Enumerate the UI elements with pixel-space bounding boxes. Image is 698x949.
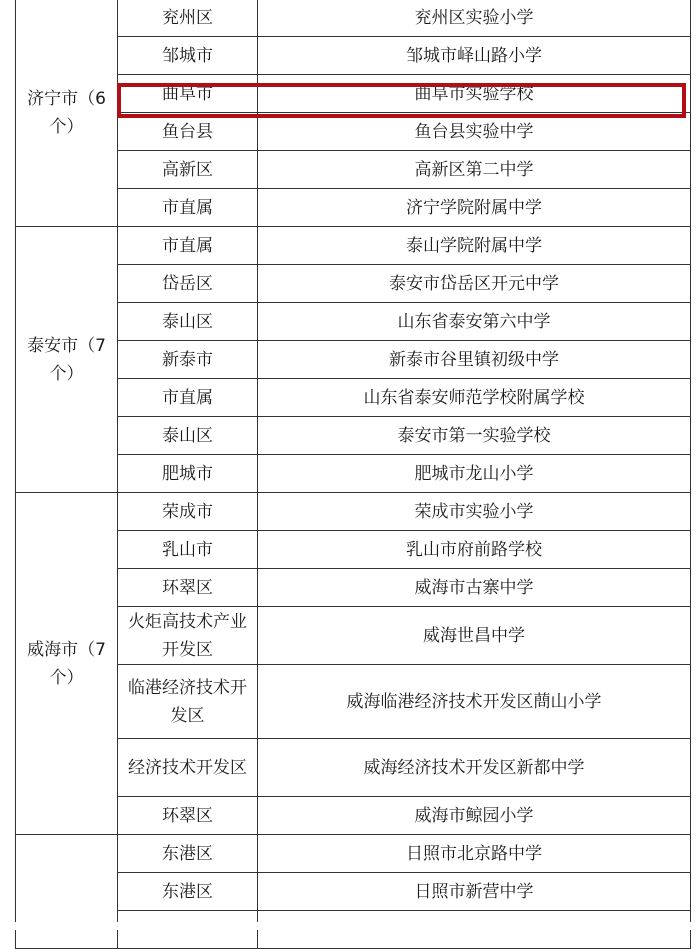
school-cell: 威海世昌中学 — [258, 607, 691, 665]
district-cell: 临港经济技术开发区 — [118, 665, 258, 739]
table-row — [16, 665, 691, 739]
table-row — [16, 303, 691, 341]
table-row — [16, 797, 691, 835]
table-row — [16, 417, 691, 455]
district-cell: 鱼台县 — [118, 113, 258, 151]
school-list-table — [15, 0, 691, 949]
school-cell: 山东省泰安师范学校附属学校 — [258, 379, 691, 417]
city-cell: 泰安市（7个） — [16, 227, 118, 493]
school-cell: 新泰市谷里镇初级中学 — [258, 341, 691, 379]
table-row — [16, 873, 691, 911]
city-cell: 济宁市（6个） — [16, 0, 118, 227]
district-cell: 经济技术开发区 — [118, 739, 258, 797]
district-cell: 肥城市 — [118, 455, 258, 493]
table-row — [16, 569, 691, 607]
table-row — [16, 341, 691, 379]
table-row — [16, 113, 691, 151]
table-row — [16, 151, 691, 189]
school-cell: 高新区第二中学 — [258, 151, 691, 189]
school-cell: 日照市新营中学 — [258, 873, 691, 911]
school-cell: 曲阜市实验学校 — [258, 75, 691, 113]
table-row — [16, 493, 691, 531]
district-cell: 乳山市 — [118, 531, 258, 569]
table-row — [16, 835, 691, 873]
district-cell: 市直属 — [118, 189, 258, 227]
school-cell: 山东省泰安第六中学 — [258, 303, 691, 341]
district-cell: 高新区 — [118, 151, 258, 189]
school-cell: 威海临港经济技术开发区蔄山小学 — [258, 665, 691, 739]
table-row — [16, 0, 691, 37]
school-cell: 荣成市实验小学 — [258, 493, 691, 531]
district-cell: 新泰市 — [118, 341, 258, 379]
school-cell: 济宁学院附属中学 — [258, 189, 691, 227]
school-cell: 乳山市府前路学校 — [258, 531, 691, 569]
school-cell: 日照市北京路中学 — [258, 835, 691, 873]
table-row — [16, 265, 691, 303]
district-cell: 兖州区 — [118, 0, 258, 37]
district-cell: 曲阜市 — [118, 75, 258, 113]
table-row-highlighted — [16, 75, 691, 113]
district-cell: 市直属 — [118, 227, 258, 265]
district-cell: 邹城市 — [118, 37, 258, 75]
school-cell: 邹城市峄山路小学 — [258, 37, 691, 75]
district-cell: 环翠区 — [118, 569, 258, 607]
table-row — [16, 37, 691, 75]
district-cell: 岱岳区 — [118, 265, 258, 303]
district-cell: 东港区 — [118, 873, 258, 911]
page-cutoff — [0, 922, 698, 930]
school-cell: 肥城市龙山小学 — [258, 455, 691, 493]
table-row — [16, 227, 691, 265]
school-cell: 威海市鲸园小学 — [258, 797, 691, 835]
table-row — [16, 189, 691, 227]
school-cell: 泰安市岱岳区开元中学 — [258, 265, 691, 303]
district-cell: 东港区 — [118, 835, 258, 873]
school-cell: 威海市古寨中学 — [258, 569, 691, 607]
table-row — [16, 739, 691, 797]
school-cell: 威海经济技术开发区新都中学 — [258, 739, 691, 797]
school-cell: 兖州区实验小学 — [258, 0, 691, 37]
school-cell: 泰山学院附属中学 — [258, 227, 691, 265]
school-cell: 泰安市第一实验学校 — [258, 417, 691, 455]
district-cell: 荣成市 — [118, 493, 258, 531]
school-cell: 鱼台县实验中学 — [258, 113, 691, 151]
district-cell: 泰山区 — [118, 417, 258, 455]
table-row — [16, 455, 691, 493]
district-cell: 火炬高技术产业开发区 — [118, 607, 258, 665]
district-cell: 市直属 — [118, 379, 258, 417]
district-cell: 泰山区 — [118, 303, 258, 341]
table-row — [16, 531, 691, 569]
table-row — [16, 379, 691, 417]
table-row — [16, 607, 691, 665]
city-cell: 威海市（7个） — [16, 493, 118, 835]
district-cell: 环翠区 — [118, 797, 258, 835]
city-cell — [16, 835, 118, 949]
